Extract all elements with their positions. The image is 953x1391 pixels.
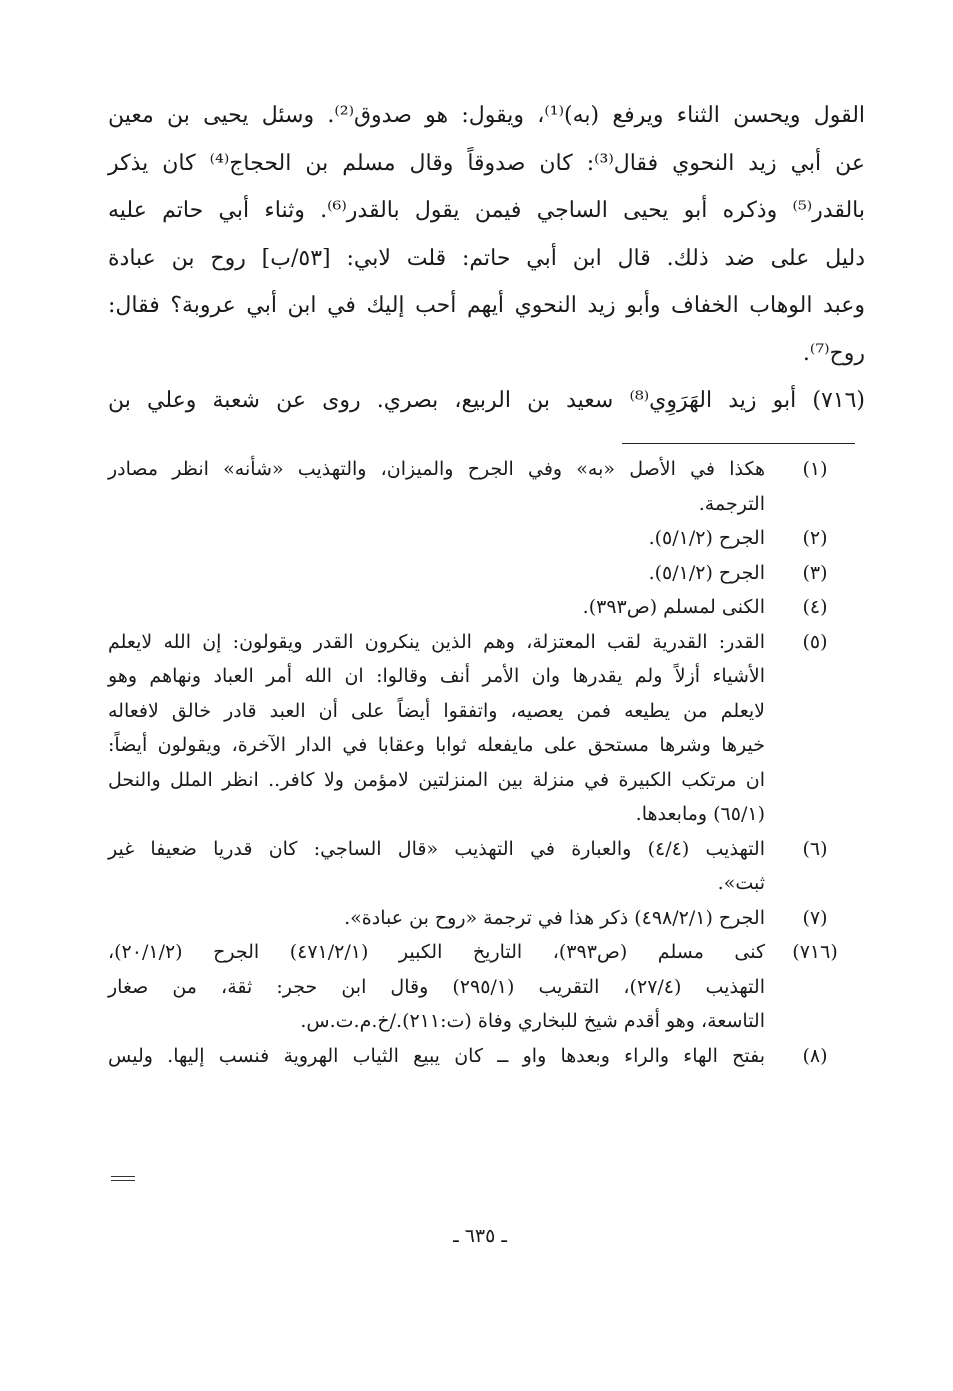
footnote-line: هكذا في الأصل «به» وفي الجرح والميزان، والتهذيب «شأنه» انظر مصادر <box>108 458 765 480</box>
footnote-line: الكنى لمسلم (ص٣٩٣). <box>582 596 765 618</box>
footnote-line: القدر: القدرية لقب المعتزلة، وهم الذين ينكرون القدر ويقولون: إن الله لايعلم <box>108 630 765 653</box>
main-line: وعبد الوهاب الخفاف وأبو زيد النحوي أيهم أحب إليك في ابن أبي عروبة؟ فقال: <box>108 293 865 318</box>
footnote <box>108 832 865 901</box>
footnote-line: خيرها وشرها مستحق على مايفعله ثوابا وعقابا في الدار الآخرة، ويقولون أيضاً: <box>108 734 765 756</box>
footnote <box>108 521 865 556</box>
main-line: روح⁽⁷⁾. <box>802 340 865 366</box>
main-paragraph <box>108 92 865 377</box>
footnote-separator <box>622 443 855 444</box>
continuation-mark <box>111 1176 135 1184</box>
footnote-number: (٢) <box>802 527 828 549</box>
footnote-number: (٧١٦) <box>792 941 838 963</box>
main-line: عن أبي زيد النحوي فقال⁽³⁾: كان صدوقاً وقال مسلم بن الحجاج⁽⁴⁾ كان يذكر <box>108 150 865 176</box>
continuation-mark-line <box>111 1176 135 1177</box>
footnote <box>108 590 865 625</box>
continuation-mark-line <box>111 1180 135 1181</box>
biography-entry <box>108 377 865 425</box>
footnote <box>108 452 865 521</box>
main-line: دليل على ضد ذلك. قال ابن أبي حاتم: قلت لابي: [٥٣/ب] روح بن عبادة <box>108 245 865 271</box>
footnote-text <box>108 1039 765 1074</box>
footnote-text <box>108 521 765 556</box>
footnote <box>108 901 865 936</box>
footnote-number: (٦) <box>802 837 828 860</box>
footnote-number: (٣) <box>802 561 828 584</box>
footnote <box>108 935 865 1039</box>
footnote-line: ثبت». <box>717 872 765 894</box>
footnote <box>108 625 865 832</box>
page-number: ـ ٦٣٥ ـ <box>453 1225 507 1247</box>
footnote-text <box>108 590 765 625</box>
footnote-number: (١) <box>802 458 828 480</box>
footnote <box>108 1039 865 1074</box>
footnote-text <box>108 832 765 901</box>
main-line: بالقدر⁽⁵⁾ وذكره أبو يحيى الساجي فيمن يقول بالقدر⁽⁶⁾. وثناء أبي حاتم عليه <box>108 198 865 223</box>
footnote-number: (٥) <box>802 630 828 653</box>
footnote-line: الجرح (٥/١/٢). <box>648 527 765 549</box>
footnote-text <box>108 556 765 591</box>
footnote-line: كنى مسلم (ص٣٩٣)، التاريخ الكبير (٤٧١/٢/١) الجرح (٢٠/١/٢)، <box>108 941 765 963</box>
footnote <box>108 556 865 591</box>
footnote-line: التاسعة، وهو أقدم شيخ للبخاري وفاة (ت:٢١١)./خ.م.ت.س. <box>300 1010 765 1032</box>
main-text-block <box>108 92 865 425</box>
footnote-line: الجرح (٤٩٨/٢/١) ذكر هذا في ترجمة «روح بن عبادة». <box>344 906 765 929</box>
footnote-line: الترجمة. <box>698 492 765 515</box>
footnote-text <box>108 452 765 521</box>
main-line: القول ويحسن الثناء ويرفع (به)⁽¹⁾، ويقول: هو صدوق⁽²⁾. وسئل يحيى بن معين <box>108 103 866 128</box>
footnote-line: التهذيب (٤/٤) والعبارة في التهذيب «قال الساجي: كان قدريا ضعيفا غير <box>108 837 765 860</box>
footnote-line: الأشياء أزلاً ولم يقدرها وان الأمر أنف وقالوا: ان الله أمر العباد ونهاهم وهو <box>108 665 765 687</box>
footnote-line: الجرح (٥/١/٢). <box>648 561 765 584</box>
footnote-number: (٨) <box>802 1044 828 1067</box>
footnote-text <box>108 935 765 1039</box>
footnote-text <box>108 625 765 832</box>
footnote-line: ان مرتكب الكبيرة في منزلة بين المنزلتين لامؤمن ولا كافر.. انظر الملل والنحل <box>108 768 765 791</box>
footnote-line: التهذيب (٢٧/٤)، التقريب (٢٩٥/١) وقال ابن حجر: ثقة، من صغار <box>108 975 765 998</box>
entry-line: (٧١٦) أبو زيد الهَرَوِي⁽⁸⁾ سعيد بن الربيع، بصري. روى عن شعبة وعلي بن <box>108 388 865 413</box>
footnote-text <box>108 901 765 936</box>
footnotes-block <box>108 452 865 1073</box>
footnote-line: لايعلم من يطيعه فمن يعصيه، واتفقوا أيضاً على أن العبد قادر خالق لافعاله <box>108 699 765 722</box>
footnote-number: (٤) <box>802 596 828 618</box>
footnote-number: (٧) <box>802 906 828 929</box>
footnote-line: بفتح الهاء والراء وبعدها واو ــ كان يبيع الثياب الهروية فنسب إليها. وليس <box>108 1044 765 1067</box>
footnote-line: (٦٥/١) ومابعدها. <box>635 803 765 825</box>
